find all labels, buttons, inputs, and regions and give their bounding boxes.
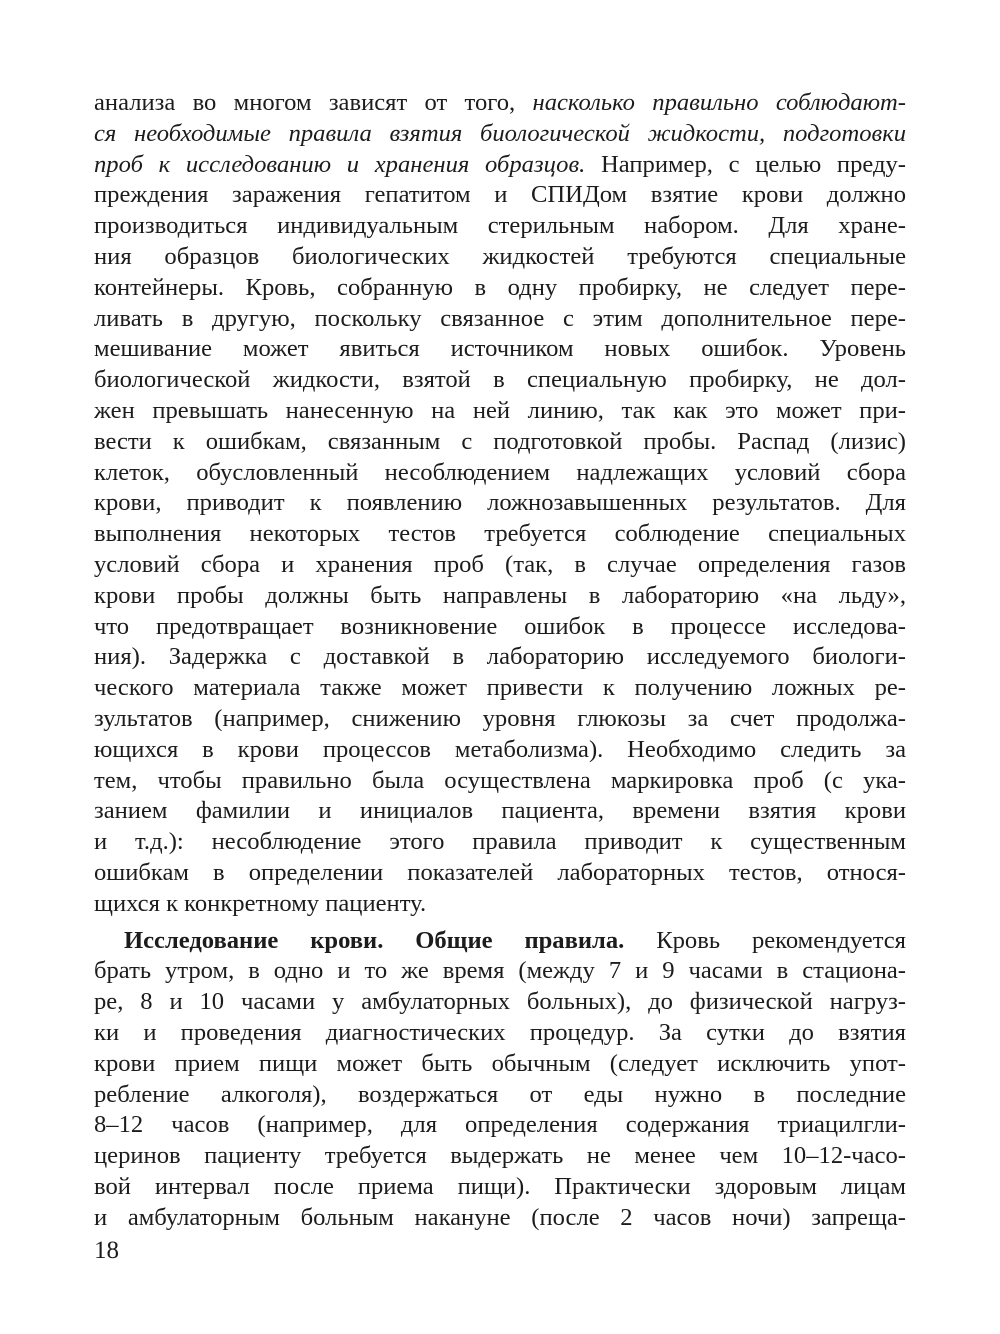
text-run: ошибкам в определении показателей лабораторных тестов, относя- [94, 858, 906, 886]
text-run: выполнения некоторых тестов требуется соблюдение специальных [94, 520, 906, 548]
text-run: что предотвращает возникновение ошибок в процессе исследова- [94, 612, 906, 640]
body-text [94, 88, 906, 1233]
text-line [94, 273, 906, 304]
text-run: 8–12 часов (например, для определения содержания триацилгли- [94, 1111, 906, 1139]
text-line [94, 365, 906, 396]
text-run: тем, чтобы правильно была осуществлена маркировка проб (с ука- [94, 766, 906, 794]
text-line [94, 581, 906, 612]
text-line [94, 396, 906, 427]
text-run: щихся к конкретному пациенту. [94, 889, 427, 917]
text-line [94, 180, 906, 211]
text-run: крови пробы должны быть направлены в лабораторию «на льду», [94, 581, 906, 609]
text-run: ческого материала также может привести к получению ложных ре- [94, 674, 906, 702]
text-run: биологической жидкости, взятой в специальную пробирку, не дол- [94, 366, 906, 394]
text-run: контейнеры. Кровь, собранную в одну пробирку, не следует пере- [94, 273, 906, 301]
text-line [94, 673, 906, 704]
text-run: ния). Задержка с доставкой в лабораторию исследуемого биологи- [94, 643, 906, 671]
section-heading-run: Исследование крови. Общие правила. [124, 926, 625, 954]
text-run: ки и проведения диагностических процедур. За сутки до взятия [94, 1018, 906, 1046]
text-line [94, 1172, 906, 1203]
text-line [94, 704, 906, 735]
text-line [94, 612, 906, 643]
text-line [94, 889, 906, 920]
emphasis-run: ся необходимые правила взятия биологической жидкости, подготовки [94, 119, 906, 147]
text-line [94, 304, 906, 335]
text-line [94, 1110, 906, 1141]
text-run: крови, приводит к появлению ложнозавышенных результатов. Для [94, 489, 906, 517]
text-line [94, 211, 906, 242]
text-run: и амбулаторным больным накануне (после 2 часов ночи) запреща- [94, 1203, 906, 1231]
text-line [94, 1203, 906, 1234]
text-run: анализа во многом зависят от того, [94, 89, 533, 116]
text-run: Например, с целью преду- [585, 150, 906, 178]
text-run: клеток, обусловленный несоблюдением надлежащих условий сбора [94, 458, 906, 486]
paragraph-start-line [94, 926, 906, 957]
text-run: преждения заражения гепатитом и СПИДом взятие крови должно [94, 181, 906, 209]
text-line [94, 458, 906, 489]
emphasis-run: проб к исследованию и хранения образцов. [94, 150, 586, 178]
text-line [94, 735, 906, 766]
text-run: ре, 8 и 10 часами у амбулаторных больных), до физической нагруз- [94, 988, 906, 1016]
text-run: условий сбора и хранения проб (так, в случае определения газов [94, 550, 906, 578]
text-run: ния образцов биологических жидкостей требуются специальные [94, 242, 906, 270]
text-run: и т.д.): несоблюдение этого правила приводит к существенным [94, 828, 906, 856]
text-line [94, 488, 906, 519]
text-line [94, 88, 906, 119]
text-line [94, 519, 906, 550]
text-line [94, 150, 906, 181]
text-line [94, 827, 906, 858]
text-run: церинов пациенту требуется выдержать не менее чем 10–12-часо- [94, 1142, 906, 1170]
text-line [94, 242, 906, 273]
emphasis-run: насколько правильно соблюдают- [532, 89, 906, 116]
text-run: брать утром, в одно и то же время (между 7 и 9 часами в стациона- [94, 957, 906, 985]
text-line [94, 642, 906, 673]
text-line [94, 119, 906, 150]
text-line [94, 1018, 906, 1049]
text-run: ребление алкоголя), воздержаться от еды нужно в последние [94, 1080, 906, 1108]
text-run: ливать в другую, поскольку связанное с этим дополнительное пере- [94, 304, 906, 332]
text-line [94, 1141, 906, 1172]
text-run: мешивание может явиться источником новых ошибок. Уровень [94, 335, 906, 363]
text-run: зультатов (например, снижению уровня глюкозы за счет продолжа- [94, 704, 906, 732]
text-run: ющихся в крови процессов метаболизма). Необходимо следить за [94, 735, 906, 763]
text-run: крови прием пищи может быть обычным (следует исключить упот- [94, 1049, 906, 1077]
page-number: 18 [94, 1237, 119, 1264]
text-line [94, 956, 906, 987]
text-run: Кровь рекомендуется [624, 926, 906, 954]
text-line [94, 858, 906, 889]
text-line [94, 796, 906, 827]
text-line [94, 987, 906, 1018]
text-run: жен превышать нанесенную на ней линию, так как это может при- [94, 396, 906, 424]
text-run: вести к ошибкам, связанным с подготовкой пробы. Распад (лизис) [94, 427, 906, 455]
text-line [94, 427, 906, 458]
text-line [94, 766, 906, 797]
text-line [94, 334, 906, 365]
text-line [94, 1080, 906, 1111]
text-line [94, 1049, 906, 1080]
text-run: вой интервал после приема пищи). Практически здоровым лицам [94, 1172, 906, 1200]
text-run: занием фамилии и инициалов пациента, времени взятия крови [94, 797, 906, 825]
text-run: производиться индивидуальным стерильным набором. Для хране- [94, 212, 906, 240]
text-line [94, 550, 906, 581]
